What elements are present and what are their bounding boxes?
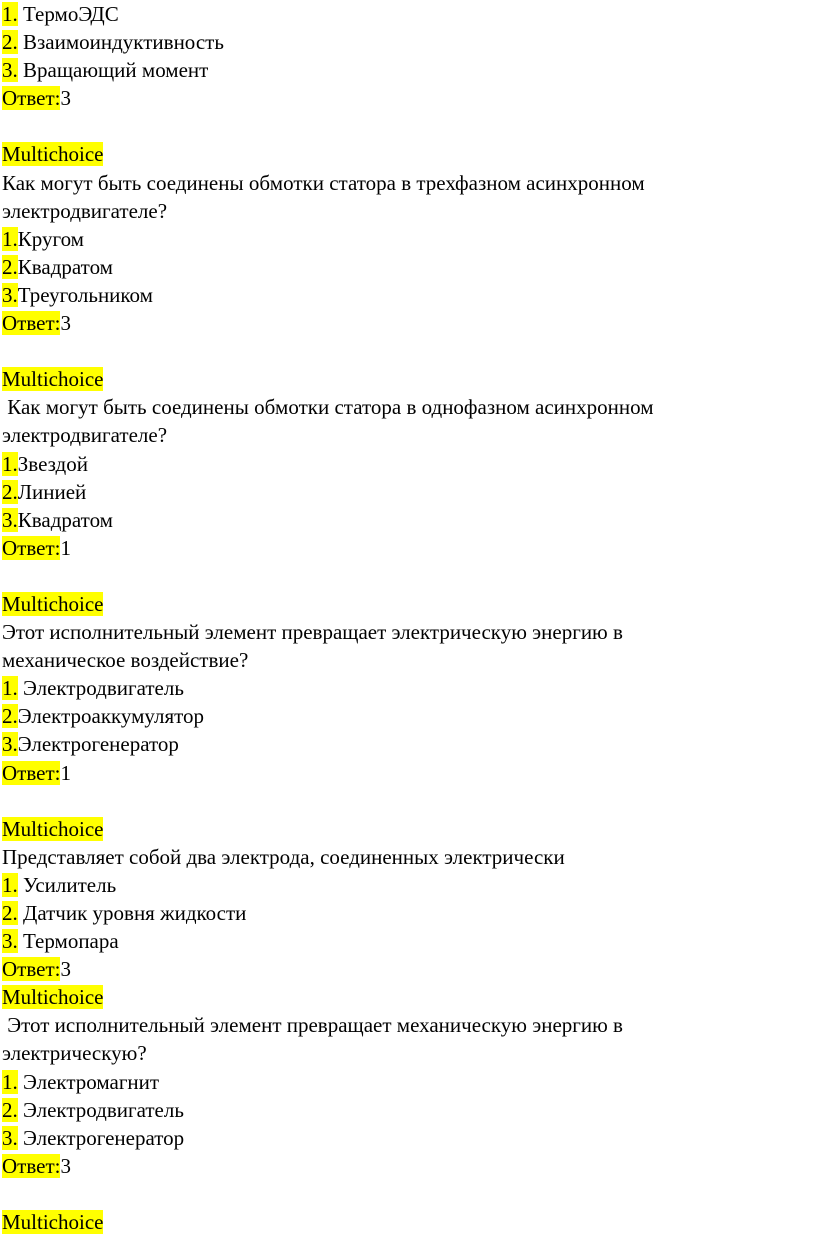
- answer-option: [2, 927, 814, 955]
- option-text: Звездой: [17, 451, 88, 476]
- option-text: Квадратом: [17, 507, 113, 532]
- question-text: Этот исполнительный элемент превращает механическую энергию в: [2, 1013, 623, 1038]
- question-text: Этот исполнительный элемент превращает электрическую энергию в: [2, 620, 623, 645]
- option-text: Усилитель: [17, 872, 117, 897]
- option-text: Квадратом: [17, 254, 113, 279]
- question-text: электродвигателе?: [2, 423, 168, 448]
- option-text: Взаимоиндуктивность: [17, 30, 224, 55]
- option-number: 2.: [2, 901, 18, 925]
- question-type-line: [2, 365, 814, 393]
- option-text: Электрогенератор: [17, 732, 179, 757]
- answer-option: [2, 56, 814, 84]
- question-text: Как могут быть соединены обмотки статора в трехфазном асинхронном: [2, 170, 645, 195]
- question-block: [2, 815, 814, 984]
- answer-label: Ответ:: [2, 1153, 61, 1178]
- answer-value: 3: [60, 1153, 71, 1178]
- answer-line: [2, 534, 814, 562]
- paragraph-gap: [2, 112, 814, 140]
- option-text: ТермоЭДС: [17, 2, 119, 26]
- question-type-line: [2, 590, 814, 618]
- answer-option: [2, 702, 814, 730]
- option-number: 2.: [2, 30, 18, 55]
- question-block: [2, 590, 814, 787]
- option-number: 1.: [2, 451, 18, 476]
- answer-option: [2, 899, 814, 927]
- answer-label: Ответ:: [2, 957, 61, 982]
- question-type-line: [2, 1208, 814, 1236]
- question-type-label: Multichoice: [2, 591, 104, 616]
- option-text: Термопара: [17, 929, 119, 954]
- question-type-label: Multichoice: [2, 816, 104, 841]
- question-block: [2, 140, 814, 337]
- question-type-label: Multichoice: [2, 1210, 104, 1235]
- question-block: [2, 365, 814, 562]
- answer-value: 1: [60, 535, 71, 560]
- option-number: 2.: [2, 479, 18, 504]
- question-type-line: [2, 140, 814, 168]
- question-block: [2, 983, 814, 1180]
- question-type-label: Multichoice: [2, 142, 104, 167]
- question-type-label: Multichoice: [2, 367, 104, 392]
- question-type-line: [2, 815, 814, 843]
- option-number: 2.: [2, 704, 18, 729]
- answer-value: 1: [60, 760, 71, 785]
- answer-line: [2, 1152, 814, 1180]
- paragraph-gap: [2, 562, 814, 590]
- option-text: Треугольником: [17, 282, 153, 307]
- quiz-document: [2, 0, 814, 1236]
- option-number: 3.: [2, 507, 18, 532]
- option-number: 2.: [2, 1097, 18, 1122]
- answer-line: [2, 84, 814, 112]
- answer-option: [2, 506, 814, 534]
- answer-option: [2, 450, 814, 478]
- option-text: Кругом: [17, 226, 84, 251]
- answer-option: [2, 1096, 814, 1124]
- answer-option: [2, 28, 814, 56]
- option-number: 3.: [2, 929, 18, 954]
- option-text: Линией: [17, 479, 87, 504]
- answer-line: [2, 955, 814, 983]
- question-text: Как могут быть соединены обмотки статора в однофазном асинхронном: [2, 395, 654, 420]
- question-block: [2, 1208, 814, 1236]
- option-number: 3.: [2, 732, 18, 757]
- answer-value: 3: [60, 957, 71, 982]
- option-number: 1.: [2, 226, 18, 251]
- answer-option: [2, 225, 814, 253]
- option-number: 1.: [2, 872, 18, 897]
- answer-label: Ответ:: [2, 760, 61, 785]
- answer-option: [2, 871, 814, 899]
- option-number: 3.: [2, 1125, 18, 1150]
- option-text: Электродвигатель: [17, 676, 184, 701]
- answer-option: [2, 674, 814, 702]
- question-text: электродвигателе?: [2, 198, 168, 223]
- question-type-label: Multichoice: [2, 985, 104, 1010]
- option-text: Электродвигатель: [17, 1097, 184, 1122]
- answer-option: [2, 253, 814, 281]
- answer-line: [2, 309, 814, 337]
- paragraph-gap: [2, 787, 814, 815]
- option-text: Вращающий момент: [17, 58, 209, 83]
- paragraph-gap: [2, 337, 814, 365]
- option-text: Электроаккумулятор: [17, 704, 205, 729]
- question-text: Представляет собой два электрода, соединенных электрически: [2, 844, 565, 869]
- answer-option: [2, 730, 814, 758]
- question-text: электрическую?: [2, 1041, 147, 1066]
- answer-label: Ответ:: [2, 86, 61, 111]
- answer-option: [2, 478, 814, 506]
- answer-value: 3: [60, 311, 71, 336]
- option-number: 1.: [2, 676, 18, 701]
- option-number: 1.: [2, 1069, 18, 1094]
- option-text: Электромагнит: [17, 1069, 160, 1094]
- option-number: 3.: [2, 58, 18, 83]
- answer-label: Ответ:: [2, 535, 61, 560]
- option-text: Датчик уровня жидкости: [17, 901, 247, 925]
- answer-option: [2, 1124, 814, 1152]
- question-text: механическое воздействие?: [2, 648, 249, 673]
- answer-label: Ответ:: [2, 311, 61, 336]
- option-number: 3.: [2, 282, 18, 307]
- answer-line: [2, 759, 814, 787]
- question-block: [2, 0, 814, 112]
- answer-option: [2, 1068, 814, 1096]
- option-text: Электрогенератор: [17, 1125, 185, 1150]
- answer-option: [2, 0, 814, 28]
- option-number: 2.: [2, 254, 18, 279]
- answer-option: [2, 281, 814, 309]
- question-type-line: [2, 983, 814, 1011]
- paragraph-gap: [2, 1180, 814, 1208]
- answer-value: 3: [60, 86, 71, 111]
- option-number: 1.: [2, 2, 18, 26]
